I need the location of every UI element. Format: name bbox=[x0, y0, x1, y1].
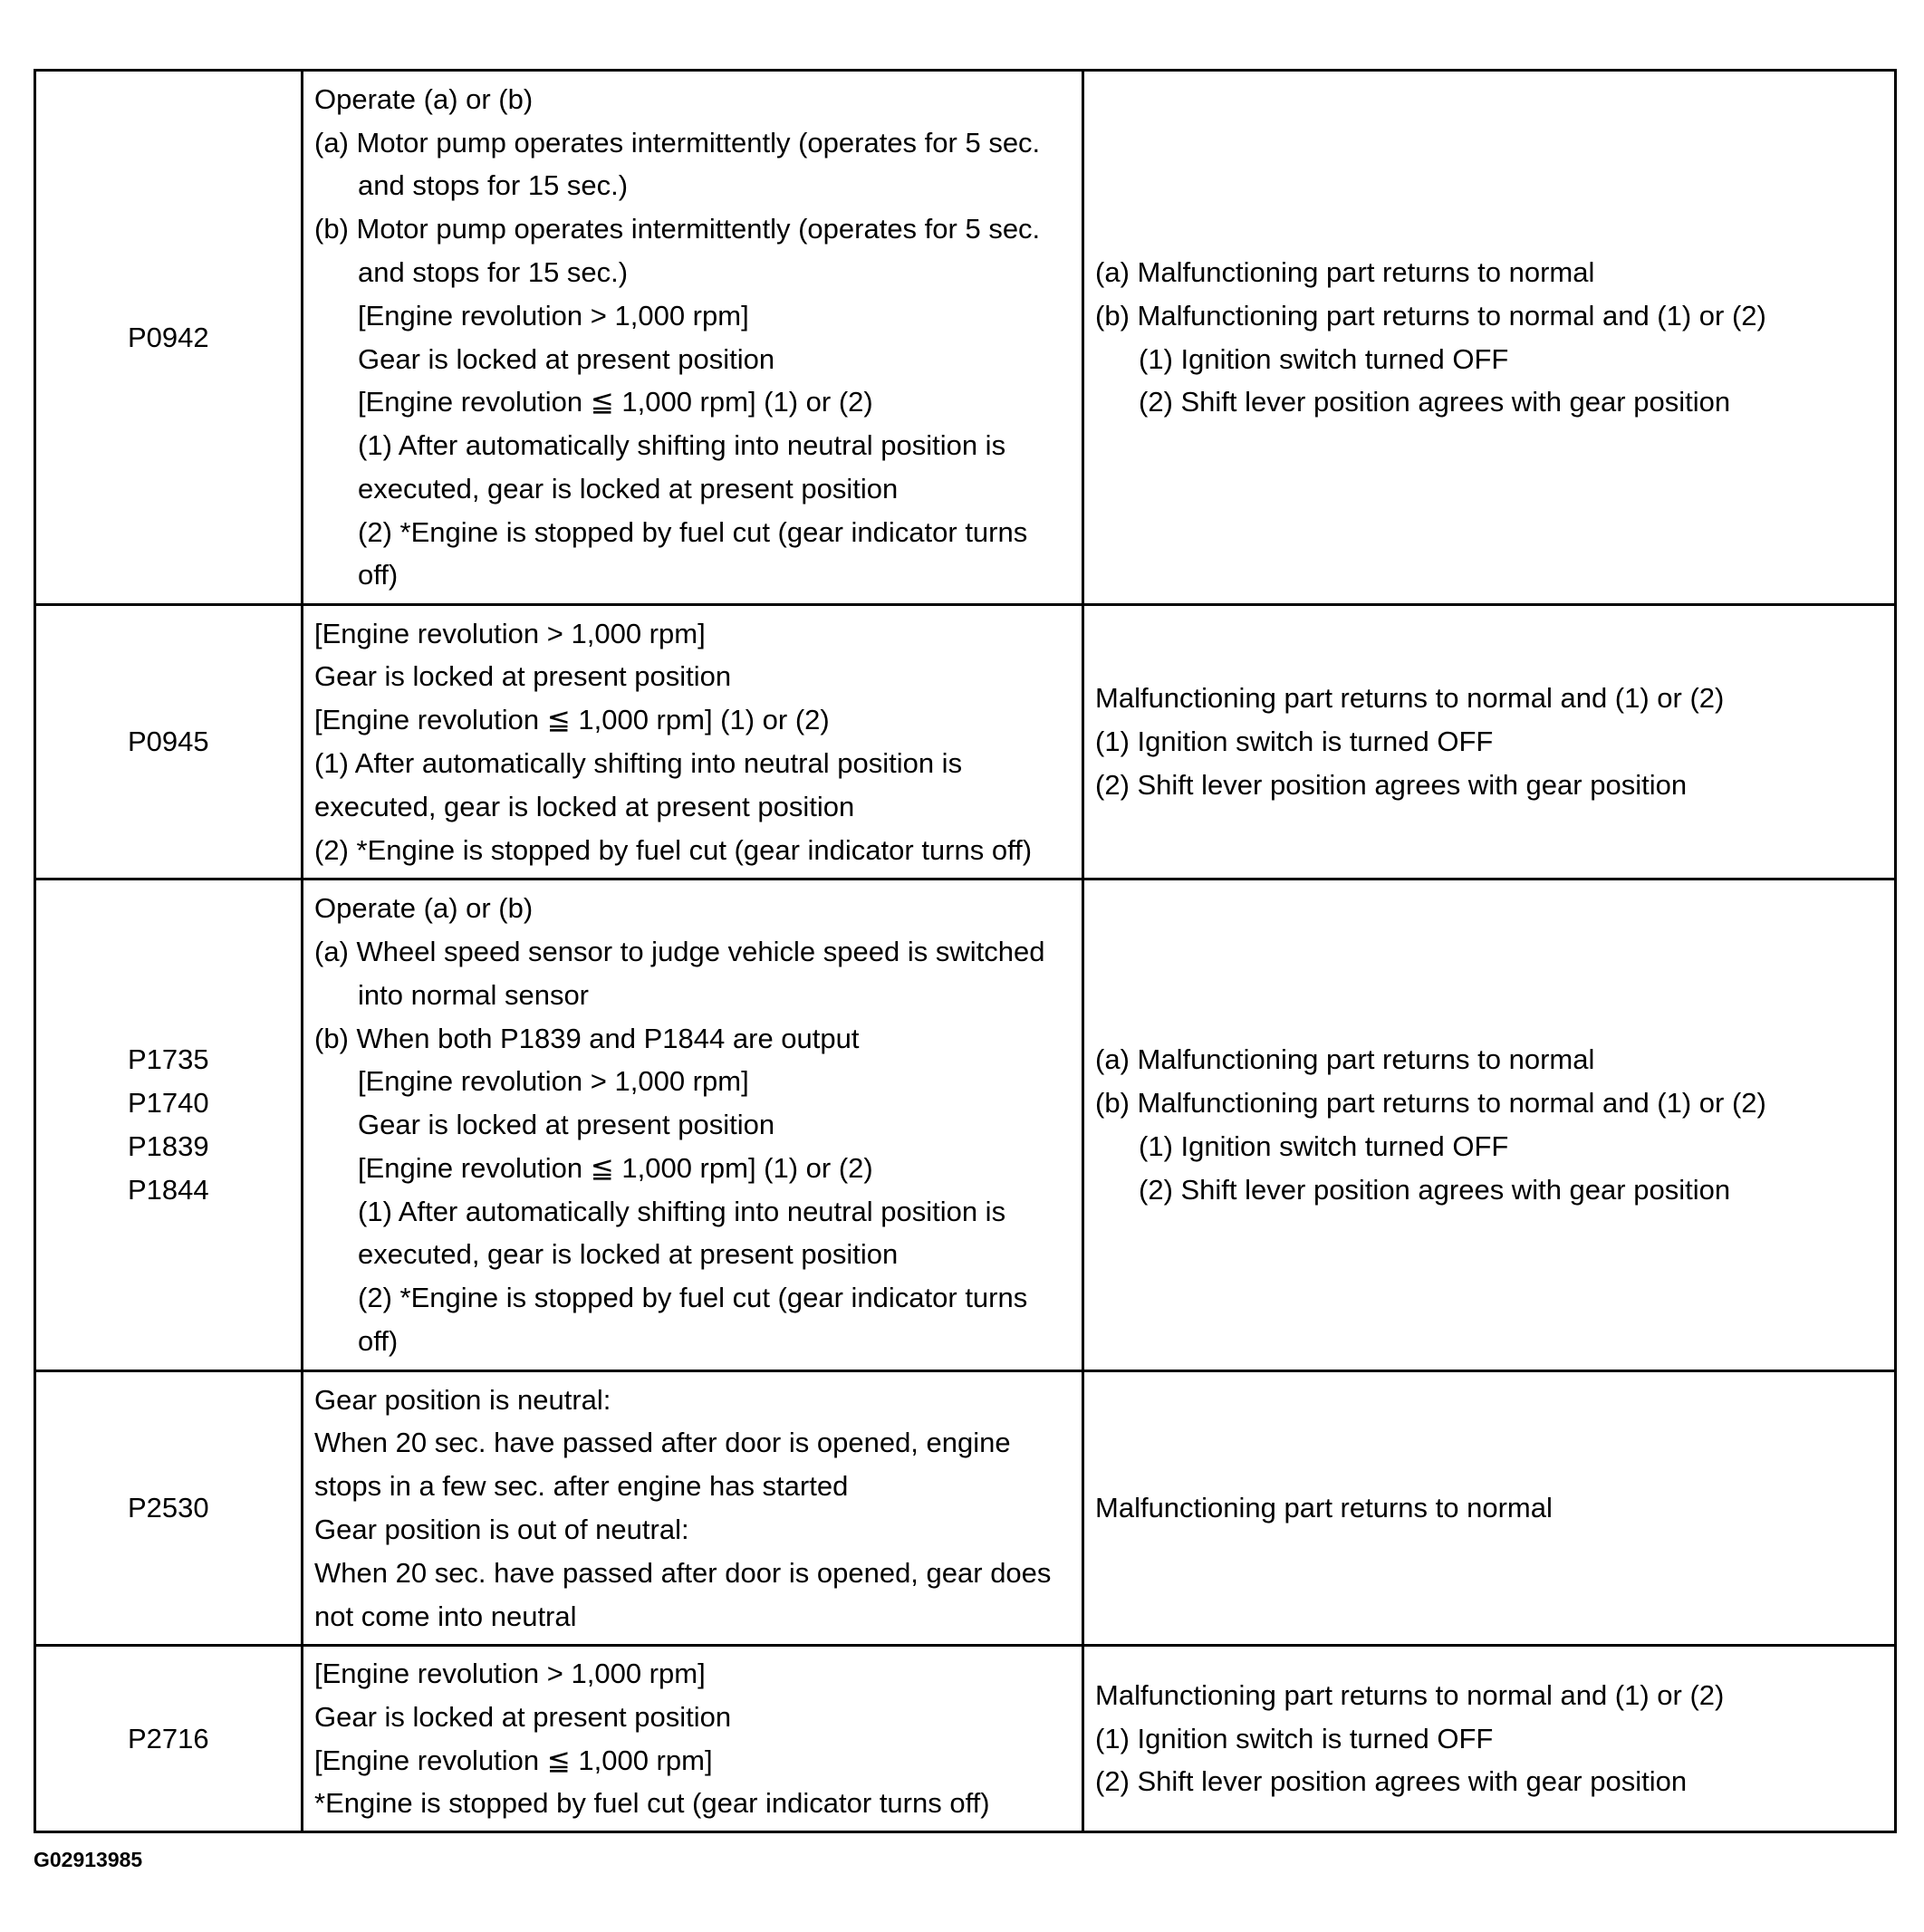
fail-safe-condition-cell bbox=[303, 71, 1083, 605]
dtc-fail-safe-table bbox=[34, 69, 1897, 1833]
recovery-condition-cell bbox=[1083, 879, 1896, 1371]
condition-line: (a) Motor pump operates intermittently (operates for 5 sec. bbox=[314, 126, 1041, 159]
dtc-code: P1740 bbox=[128, 1087, 209, 1120]
recovery-line: (1) Ignition switch turned OFF bbox=[1139, 342, 1509, 375]
condition-line: Gear position is out of neutral: bbox=[314, 1514, 689, 1545]
condition-line: [Engine revolution > 1,000 rpm] bbox=[358, 299, 749, 332]
condition-line: [Engine revolution > 1,000 rpm] bbox=[314, 1657, 706, 1689]
condition-line: Gear is locked at present position bbox=[358, 342, 775, 375]
recovery-line: (1) Ignition switch turned OFF bbox=[1139, 1130, 1509, 1162]
dtc-code-cell bbox=[35, 71, 303, 605]
condition-line: (b) When both P1839 and P1844 are output bbox=[314, 1022, 860, 1054]
condition-line: When 20 sec. have passed after door is opened, engine bbox=[314, 1427, 1011, 1459]
condition-line: (b) Motor pump operates intermittently (operates for 5 sec. bbox=[314, 213, 1041, 245]
recovery-line: Malfunctioning part returns to normal bbox=[1095, 1492, 1553, 1524]
dtc-code: P2530 bbox=[128, 1492, 209, 1524]
dtc-code: P0942 bbox=[128, 321, 209, 353]
condition-line: Gear position is neutral: bbox=[314, 1383, 611, 1416]
condition-line: stops in a few sec. after engine has started bbox=[314, 1470, 849, 1503]
table-row bbox=[35, 71, 1896, 605]
recovery-line: (a) Malfunctioning part returns to normal bbox=[1095, 255, 1595, 288]
condition-line: (a) Wheel speed sensor to judge vehicle speed is switched bbox=[314, 935, 1045, 967]
condition-line: Gear is locked at present position bbox=[314, 660, 732, 693]
dtc-code: P0945 bbox=[128, 726, 209, 758]
recovery-line: (2) Shift lever position agrees with gear position bbox=[1095, 768, 1688, 801]
dtc-code-cell bbox=[35, 1646, 303, 1832]
recovery-line: Malfunctioning part returns to normal and (1) or (2) bbox=[1095, 682, 1725, 715]
condition-line: (1) After automatically shifting into neutral position is bbox=[358, 429, 1006, 462]
recovery-condition-cell bbox=[1083, 605, 1896, 879]
condition-line: (2) *Engine is stopped by fuel cut (gear indicator turns bbox=[358, 1282, 1028, 1314]
dtc-code-cell bbox=[35, 1371, 303, 1646]
condition-line: and stops for 15 sec.) bbox=[358, 169, 629, 202]
condition-line: (2) *Engine is stopped by fuel cut (gear indicator turns off) bbox=[314, 833, 1033, 866]
recovery-line: (1) Ignition switch is turned OFF bbox=[1095, 726, 1494, 758]
dtc-code: P1735 bbox=[128, 1043, 209, 1076]
recovery-line: (1) Ignition switch is turned OFF bbox=[1095, 1722, 1494, 1754]
condition-line: (1) After automatically shifting into neutral position is bbox=[314, 747, 963, 779]
table-row bbox=[35, 879, 1896, 1371]
condition-line: Gear is locked at present position bbox=[314, 1700, 732, 1733]
figure-id bbox=[34, 1848, 142, 1872]
table-row bbox=[35, 1371, 1896, 1646]
condition-line: into normal sensor bbox=[358, 978, 590, 1011]
condition-line: off) bbox=[358, 1325, 399, 1358]
figure-id-label: G02913985 bbox=[34, 1848, 143, 1871]
fail-safe-condition-cell bbox=[303, 1646, 1083, 1832]
condition-line: [Engine revolution > 1,000 rpm] bbox=[358, 1065, 749, 1098]
condition-line: [Engine revolution > 1,000 rpm] bbox=[314, 617, 706, 649]
table-row bbox=[35, 605, 1896, 879]
recovery-line: (2) Shift lever position agrees with gear position bbox=[1139, 386, 1731, 418]
condition-line: [Engine revolution ≦ 1,000 rpm] (1) or (2) bbox=[314, 704, 830, 736]
condition-line: [Engine revolution ≦ 1,000 rpm] (1) or (2) bbox=[358, 1151, 873, 1184]
condition-line: (2) *Engine is stopped by fuel cut (gear indicator turns bbox=[358, 515, 1028, 548]
recovery-condition-cell bbox=[1083, 71, 1896, 605]
recovery-condition-cell bbox=[1083, 1371, 1896, 1646]
condition-line: When 20 sec. have passed after door is opened, gear does bbox=[314, 1556, 1052, 1589]
condition-line: executed, gear is locked at present position bbox=[314, 790, 855, 822]
recovery-line: (b) Malfunctioning part returns to normal and (1) or (2) bbox=[1095, 299, 1766, 332]
recovery-line: (b) Malfunctioning part returns to normal and (1) or (2) bbox=[1095, 1087, 1766, 1120]
fail-safe-condition-cell bbox=[303, 1371, 1083, 1646]
condition-line: off) bbox=[358, 559, 399, 591]
condition-line: (1) After automatically shifting into neutral position is bbox=[358, 1195, 1006, 1227]
condition-line: [Engine revolution ≦ 1,000 rpm] bbox=[314, 1744, 713, 1776]
table-body bbox=[35, 71, 1896, 1832]
condition-line: *Engine is stopped by fuel cut (gear indicator turns off) bbox=[314, 1787, 990, 1820]
recovery-line: (a) Malfunctioning part returns to normal bbox=[1095, 1043, 1595, 1076]
dtc-code: P1839 bbox=[128, 1130, 209, 1162]
recovery-line: (2) Shift lever position agrees with gear position bbox=[1095, 1765, 1688, 1798]
fail-safe-condition-cell bbox=[303, 605, 1083, 879]
condition-line: Operate (a) or (b) bbox=[314, 892, 534, 925]
recovery-line: (2) Shift lever position agrees with gear position bbox=[1139, 1173, 1731, 1206]
condition-line: not come into neutral bbox=[314, 1600, 577, 1632]
recovery-line: Malfunctioning part returns to normal and (1) or (2) bbox=[1095, 1678, 1725, 1711]
condition-line: [Engine revolution ≦ 1,000 rpm] (1) or (2) bbox=[358, 386, 873, 418]
condition-line: and stops for 15 sec.) bbox=[358, 255, 629, 288]
fail-safe-condition-cell bbox=[303, 879, 1083, 1371]
condition-line: Gear is locked at present position bbox=[358, 1109, 775, 1141]
dtc-code-cell bbox=[35, 879, 303, 1371]
condition-line: executed, gear is locked at present position bbox=[358, 472, 899, 505]
dtc-code: P1844 bbox=[128, 1173, 209, 1206]
table-row bbox=[35, 1646, 1896, 1832]
condition-line: Operate (a) or (b) bbox=[314, 82, 534, 115]
dtc-code: P2716 bbox=[128, 1722, 209, 1754]
dtc-code-cell bbox=[35, 605, 303, 879]
recovery-condition-cell bbox=[1083, 1646, 1896, 1832]
condition-line: executed, gear is locked at present position bbox=[358, 1238, 899, 1271]
